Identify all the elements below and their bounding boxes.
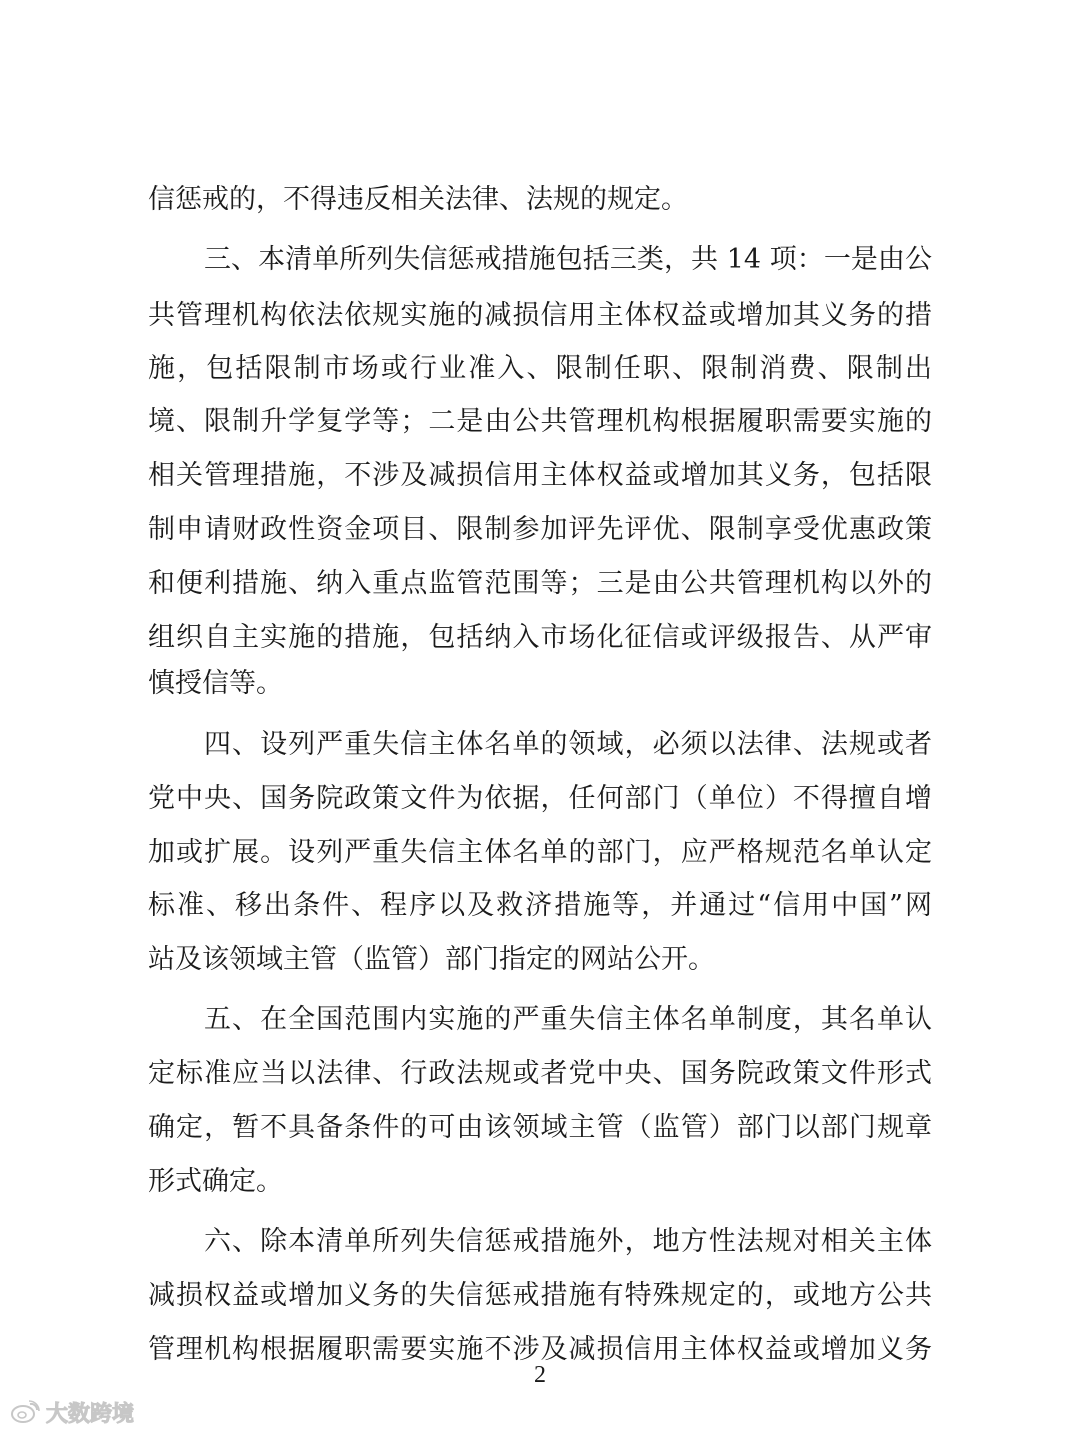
watermark (10, 1392, 134, 1432)
text-line: 共管理机构依法依规实施的减损信用主体权益或增加其义务的措 (148, 300, 932, 331)
text-line: 确定，暂不具备条件的可由该领域主管（监管）部门以部门规章 (148, 1112, 932, 1143)
text-line: 加或扩展。设列严重失信主体名单的部门，应严格规范名单认定 (148, 837, 932, 868)
text-line: 境、限制升学复学等；二是由公共管理机构根据履职需要实施的 (148, 406, 932, 437)
weibo-logo-icon (10, 1400, 40, 1424)
text-line: 相关管理措施，不涉及减损信用主体权益或增加其义务，包括限 (148, 460, 932, 491)
text-line: 和便利措施、纳入重点监管范围等；三是由公共管理机构以外的 (148, 568, 932, 599)
text-line: 六、除本清单所列失信惩戒措施外，地方性法规对相关主体 (204, 1226, 932, 1257)
text-line: 减损权益或增加义务的失信惩戒措施有特殊规定的，或地方公共 (148, 1280, 932, 1311)
text-line: 四、设列严重失信主体名单的领域，必须以法律、法规或者 (204, 729, 932, 760)
text-line: 形式确定。 (148, 1166, 283, 1197)
text-line: 慎授信等。 (148, 668, 283, 699)
watermark-text: 大数跨境 (46, 1401, 135, 1427)
text-line: 站及该领域主管（监管）部门指定的网站公开。 (148, 944, 715, 975)
text-line: 组织自主实施的措施，包括纳入市场化征信或评级报告、从严审 (148, 622, 932, 653)
text-line: 信惩戒的，不得违反相关法律、法规的规定。 (148, 184, 688, 215)
text-line: 管理机构根据履职需要实施不涉及减损信用主体权益或增加义务 (148, 1334, 932, 1365)
text-line: 五、在全国范围内实施的严重失信主体名单制度，其名单认 (204, 1004, 932, 1035)
text-line: 制申请财政性资金项目、限制参加评先评优、限制享受优惠政策 (148, 514, 932, 545)
text-line: 标准、移出条件、程序以及救济措施等，并通过“信用中国”网 (148, 890, 932, 921)
text-line: 定标准应当以法律、行政法规或者党中央、国务院政策文件形式 (148, 1058, 932, 1089)
text-line: 三、本清单所列失信惩戒措施包括三类，共 14 项：一是由公 (204, 244, 932, 275)
text-line: 施，包括限制市场或行业准入、限制任职、限制消费、限制出 (148, 353, 932, 384)
page-number: 2 (534, 1362, 546, 1388)
text-line: 党中央、国务院政策文件为依据，任何部门（单位）不得擅自增 (148, 783, 932, 814)
